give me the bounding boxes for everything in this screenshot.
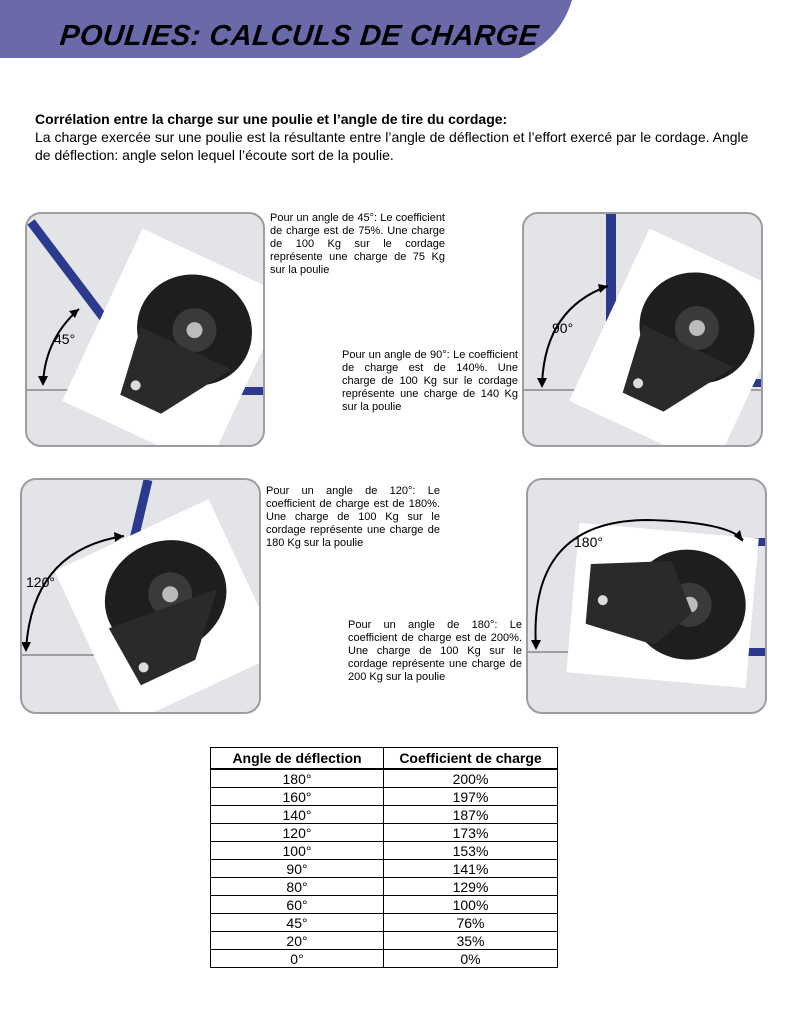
angle-cell: 45° <box>211 914 384 932</box>
coefficient-cell: 129% <box>384 878 558 896</box>
angle-cell: 80° <box>211 878 384 896</box>
table-row <box>211 769 558 788</box>
coefficient-cell: 197% <box>384 788 558 806</box>
table-row <box>211 914 558 932</box>
angle-cell: 140° <box>211 806 384 824</box>
angle-label-90: 90° <box>552 320 574 336</box>
angle-cell: 20° <box>211 932 384 950</box>
pulley-diagram-120 <box>20 478 261 714</box>
table-row <box>211 842 558 860</box>
angle-cell: 120° <box>211 824 384 842</box>
coefficient-cell: 141% <box>384 860 558 878</box>
table-row <box>211 806 558 824</box>
pulley-diagram-90 <box>522 212 763 447</box>
pulley-120-illustration <box>22 480 259 712</box>
coefficient-cell: 0% <box>384 950 558 968</box>
pulley-diagram-45 <box>25 212 265 447</box>
pulley-diagram-180 <box>526 478 767 714</box>
column-header-angle: Angle de déflection <box>211 748 384 770</box>
angle-cell: 0° <box>211 950 384 968</box>
pulley-180-illustration <box>528 480 765 712</box>
angle-cell: 60° <box>211 896 384 914</box>
coefficient-cell: 100% <box>384 896 558 914</box>
intro-text: La charge exercée sur une poulie est la résultante entre l’angle de déflection et l’effort exercé par le cordage. Angle de déflection: angle selon lequel l’écoute sort de la poulie. <box>35 129 749 163</box>
caption-90: Pour un angle de 90°: Le coefficient de charge est de 140%. Une charge de 100 Kg sur le cordage représente une charge de 140 Kg sur la poulie <box>342 349 518 413</box>
angle-label-120: 120° <box>26 574 55 590</box>
angle-label-45: 45° <box>54 331 76 347</box>
caption-45: Pour un angle de 45°: Le coefficient de charge est de 75%. Une charge de 100 Kg sur le cordage représente une charge de 75 Kg sur la poulie <box>270 212 445 276</box>
table-row <box>211 896 558 914</box>
angle-cell: 100° <box>211 842 384 860</box>
caption-180: Pour un angle de 180°: Le coefficient de charge est de 200%. Une charge de 100 Kg sur le cordage représente une charge de 200 Kg sur la poulie <box>348 619 522 683</box>
angle-label-180: 180° <box>574 534 603 550</box>
coefficient-cell: 35% <box>384 932 558 950</box>
column-header-coefficient: Coefficient de charge <box>384 748 558 770</box>
table-row <box>211 932 558 950</box>
charge-coefficient-table <box>210 747 558 968</box>
header-banner <box>0 0 793 60</box>
coefficient-cell: 76% <box>384 914 558 932</box>
intro-heading: Corrélation entre la charge sur une poulie et l’angle de tire du cordage: <box>35 111 508 127</box>
angle-cell: 180° <box>211 769 384 788</box>
table-row <box>211 878 558 896</box>
table-header-row <box>211 748 558 770</box>
coefficient-cell: 187% <box>384 806 558 824</box>
table-row <box>211 860 558 878</box>
table-row <box>211 788 558 806</box>
page-title: POULIES: CALCULS DE CHARGE <box>58 20 541 52</box>
coefficient-cell: 200% <box>384 769 558 788</box>
table-row <box>211 824 558 842</box>
coefficient-cell: 153% <box>384 842 558 860</box>
angle-cell: 90° <box>211 860 384 878</box>
coefficient-cell: 173% <box>384 824 558 842</box>
intro-section <box>35 110 765 164</box>
pulley-45-illustration <box>27 214 263 445</box>
table-row <box>211 950 558 968</box>
angle-cell: 160° <box>211 788 384 806</box>
caption-120: Pour un angle de 120°: Le coefficient de charge est de 180%. Une charge de 100 Kg sur le cordage représente une charge de 180 Kg sur la poulie <box>266 485 440 549</box>
